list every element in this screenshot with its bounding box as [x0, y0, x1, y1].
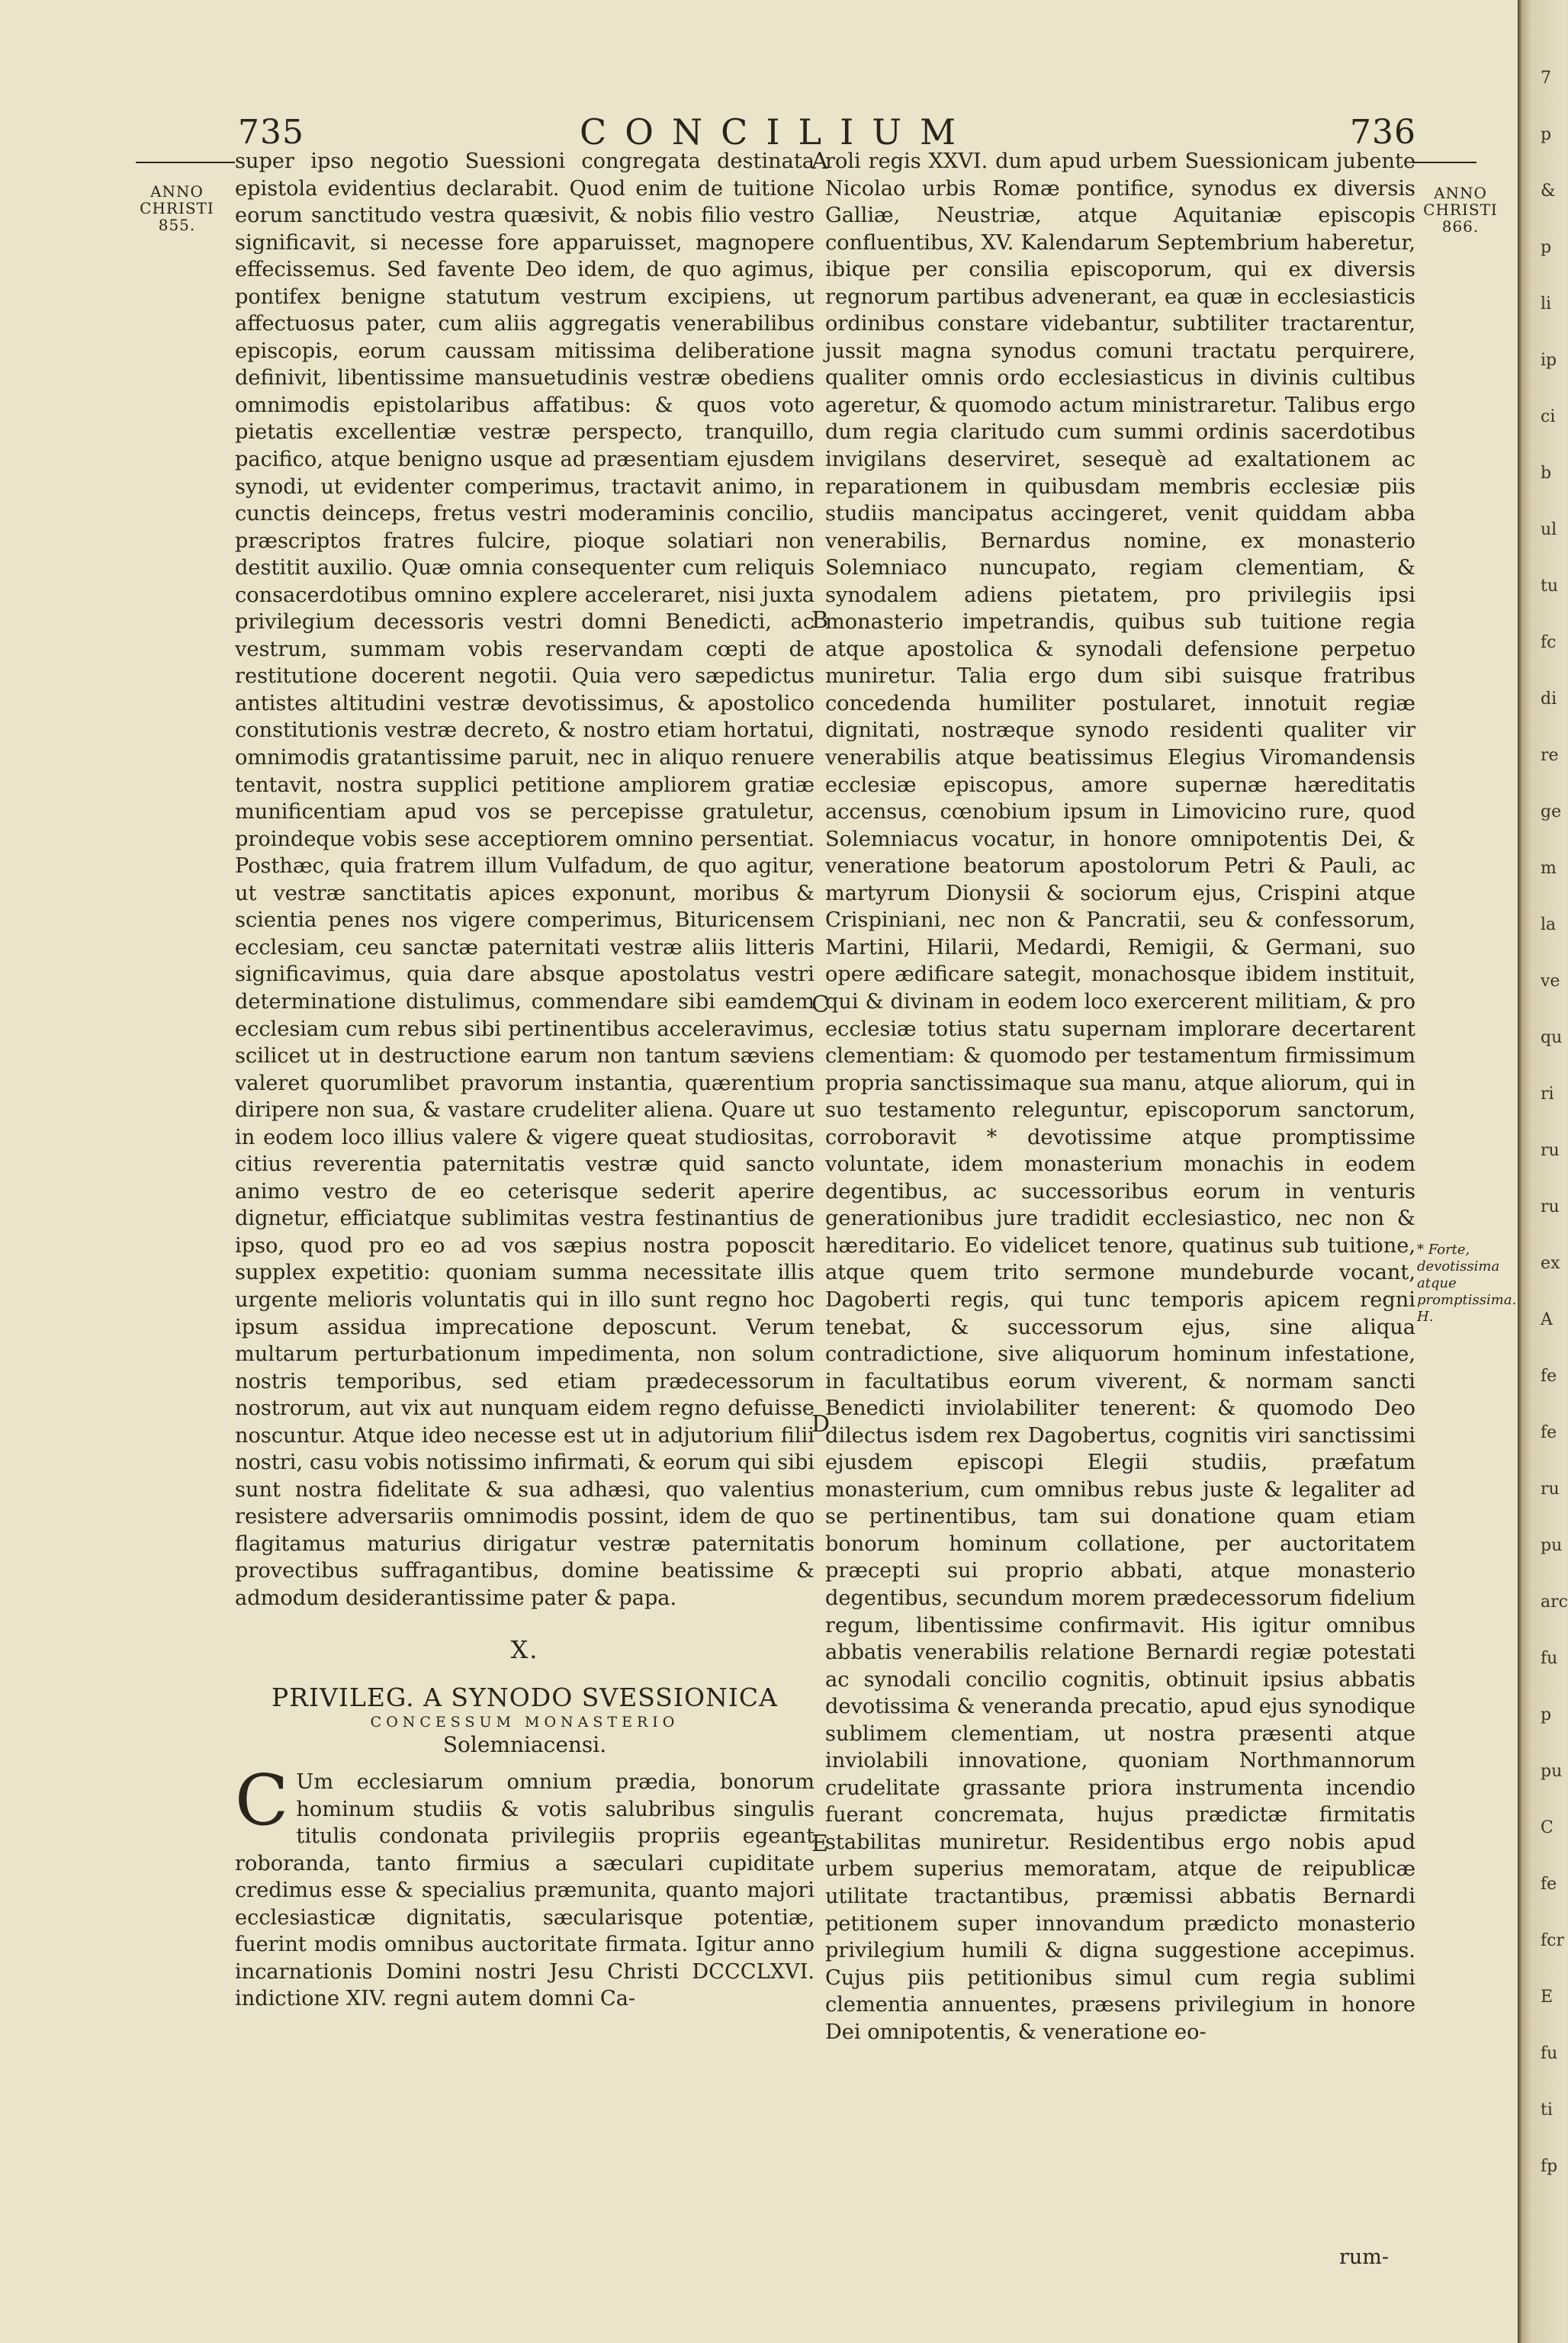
next-page-fragment: 7 [1541, 69, 1551, 88]
next-page-fragment: pu [1541, 1762, 1563, 1781]
catchword: rum- [1339, 2245, 1390, 2269]
next-page-fragment: p [1541, 125, 1552, 144]
next-page-fragment: C [1541, 1818, 1554, 1837]
next-page-fragment: & [1541, 182, 1556, 201]
next-page-fragment: ru [1541, 1197, 1560, 1216]
section-title: PRIVILEG. A SYNODO SVESSIONICA [271, 1683, 778, 1713]
next-page-fragment: li [1541, 294, 1552, 313]
next-page-fragment: re [1541, 746, 1559, 765]
section-letter-a: A [811, 148, 828, 175]
next-page-fragment: pu [1541, 1536, 1563, 1555]
next-page-fragment: ve [1541, 972, 1560, 991]
next-page-fragment: fe [1541, 1423, 1557, 1442]
next-page-fragment: fu [1541, 2044, 1558, 2063]
left-paragraph-2-text: Um ecclesiarum omnium prædia, bonorum hominum studiis & votis salubribus singulis titulis condonata privilegiis propriis egeant roboranda, tanto firmius a sæculari cupiditate credimus esse & specialius præmunita, quanto majori ecclesiasticæ dignitatis, sæcularisque potentiæ, fuerint modis omnibus auctoritate firmata. Igitur anno incarnationis Domini nostri Jesu Christi DCCCLXVI. indictione XIV. regni autem domni Ca- [235, 1770, 815, 2011]
next-page-edge [1518, 0, 1568, 2343]
next-page-fragment: fcr [1541, 1931, 1564, 1950]
next-page-fragment: p [1541, 238, 1552, 257]
next-page-fragment: p [1541, 1705, 1552, 1724]
right-header-rule [1412, 162, 1476, 163]
left-page-number: 735 [238, 113, 304, 152]
drop-cap: C [235, 1760, 289, 1842]
next-page-fragment: E [1541, 1988, 1554, 2007]
section-letter-e: E [811, 1830, 828, 1857]
section-letter-d: D [811, 1411, 831, 1438]
next-page-fragment: arc [1541, 1593, 1568, 1612]
footnote: * Forte, devotissima atque promptissima. H. [1417, 1242, 1517, 1325]
left-paragraph-2 [235, 1760, 815, 2013]
next-page-fragment: fu [1541, 1649, 1558, 1668]
right-column [825, 148, 1415, 2046]
next-page-fragment: fc [1541, 633, 1557, 652]
right-margin-anno: ANNO CHRISTI 866. [1423, 184, 1498, 236]
left-paragraph-1: super ipso negotio Suessioni congregata destinata epistola evidentius declarabit. Quod enim de tuitione eorum sanctitudo vestra quæsivit, & nobis filio vestro significavit, si necesse fore apparuisset, magnopere effecissemus. Sed favente Deo idem, de quo agimus, pontifex benigne statutum vestrum excipiens, ut affectuosus pater, cum aliis aggregatis venerabilibus episcopis, eorum caussam mitissima deliberatione definivit, libentissime mansuetudinis vestræ obediens omnimodis epistolaribus affatibus: & quos voto pietatis excellentiæ vestræ perspecto, tranquillo, pacifico, atque benigno usque ad præsentiam ejusdem synodi, ut evidenter comperimus, tractavit animo, in cunctis deinceps, fretus vestri moderaminis concilio, præscriptos fratres fulcire, pioque solatiari non destitit auxilio. Quæ omnia consequenter cum reliquis consacerdotibus omnino explere acceleraret, nisi juxta privilegium decessoris vestri domni Benedicti, ac vestrum, summam vobis reservandam cœpti de restitutione docerent negotii. Quia vero sæpedictus antistes altitudini vestræ devotissimus, & apostolico constitutionis vestræ decreto, & nostro etiam hortatui, omnimodis gratantissime paruit, nec in aliquo renuere tentavit, nostra supplici petitione ampliorem gratiæ munificentiam apud vos se percepisse gratuletur, proindeque vobis sese acceptiorem omnino persentiat. Posthæc, quia fratrem illum Vulfadum, de quo agitur, ut vestræ sanctitatis apices exponunt, moribus & scientia penes nos vigere comperimus, Bituricensem ecclesiam, ceu sanctæ paternitati vestræ aliis litteris significavimus, quia dare absque apostolatus vestri determinatione distulimus, commendare sibi eamdem ecclesiam cum rebus sibi pertinentibus acceleravimus, scilicet ut in destructione earum non tantum sæviens valeret quorumlibet pravorum instantia, quærentium diripere non sua, & vastare crudeliter aliena. Quare ut in eodem loco illius valere & vigere queat studiositas, citius reverentia paternitatis vestræ quid sancto animo vestro de eo ceterisque sederit aperire dignetur, efficiatque sublimitas vestra festinantius de ipso, quod pro eo ad vos sæpius nostra poposcit supplex expetitio: quoniam summa necessitate illis urgente melioris voluntatis qui in illo sunt regno hoc ipsum assidua imprecatione deposcunt. Verum multarum perturbationum impedimenta, non solum nostris temporibus, sed etiam prædecessorum nostrorum, aut vix aut nunquam eidem regno defuisse noscuntur. Atque ideo necesse est ut in adjutorium filii nostri, casu vobis notissimo infirmati, & eorum qui sibi sunt nostra fidelitate & sua adhæsi, quo valentius resistere adversariis omnimodis possint, idem de quo flagitamus maturius dirigatur vestræ paternitatis provectibus suffragantibus, domine beatissime & admodum desiderantissime pater & papa. [235, 149, 815, 1610]
section-number: X. [510, 1634, 539, 1664]
section-subtitle: CONCESSUM MONASTERIO [370, 1714, 680, 1731]
next-page-fragment: ru [1541, 1141, 1560, 1160]
next-page-fragment: b [1541, 464, 1552, 483]
running-title: CONCILIUM [580, 111, 975, 153]
next-page-fragment: ul [1541, 520, 1557, 539]
right-page-number: 736 [1350, 113, 1416, 152]
next-page-fragment: fe [1541, 1367, 1557, 1386]
section-letter-c: C [811, 992, 829, 1018]
next-page-fragment: qu [1541, 1028, 1563, 1047]
right-paragraph-1: roli regis XXVI. dum apud urbem Suessionicam jubente Nicolao urbis Romæ pontifice, synodus ex diversis Galliæ, Neustriæ, atque Aquitaniæ episcopis confluentibus, XV. Kalendarum Septembrium haberetur, ibique per consilia episcoporum, qui ex diversis regnorum partibus advenerant, ea quæ in ecclesiasticis ordinibus constare videbantur, subtiliter tractarentur, jussit magna synodus comuni tractatu perquirere, qualiter omnis ordo ecclesiasticus in divinis cultibus ageretur, & quomodo actum ministraretur. Talibus ergo dum regia claritudo cum summi ordinis sacerdotibus invigilans deserviret, sesequè ad exaltationem ac reparationem in quibusdam membris ecclesiæ piis studiis mancipatus accingeret, venit quiddam abba venerabilis, Bernardus nomine, ex monasterio Solemniaco nuncupato, regiam clementiam, & synodalem adiens pietatem, pro privilegiis ipsi monasterio impetrandis, quibus sub tuitione regia atque apostolica & synodali defensione perpetuo muniretur. Talia ergo dum sibi suisque fratribus concedenda humiliter postularet, innotuit regiæ dignitati, nostræque synodo residenti qualiter vir venerabilis atque beatissimus Elegius Viromandensis ecclesiæ episcopus, amore supernæ hæreditatis accensus, cœnobium ipsum in Limovicino rure, quod Solemniacus vocatur, in honore omnipotentis Dei, & veneratione beatorum apostolorum Petri & Pauli, ac martyrum Dionysii & sociorum ejus, Crispini atque Crispiniani, nec non & Pancratii, seu & confessorum, Martini, Hilarii, Medardi, Remigii, & Germani, suo opere ædificare sategit, monachosque ibidem instituit, qui & divinam in eodem loco exercerent militiam, & pro ecclesiæ totius statu supernam implorare decertarent clementiam: & quomodo per testamentum firmissimum propria sanctissimaque sua manu, atque aliorum, qui in suo testamento releguntur, episcoporum sanctorum, corroboravit * devotissime atque promptissime voluntate, idem monasterium monachis in eodem degentibus, ac successoribus eorum in venturis generationibus jure tradidit ecclesiastico, nec non & hæreditario. Eo videlicet tenore, quatinus sub tuitione, atque quem trito sermone mundeburde vocant, Dagoberti regis, qui tunc temporis apicem regni tenebat, & successorum ejus, sine aliqua contradictione, sive aliquorum hominum infestatione, in facultatibus eorum viverent, & normam sancti Benedicti inviolabiliter tenerent: & quomodo Deo dilectus isdem rex Dagobertus, cognitis viri sanctissimi ejusdem episcopi Elegii studiis, præfatum monasterium, cum omnibus rebus juste & legaliter ad se pertinentibus, tam sui donatione quam etiam bonorum hominum collatione, per auctoritatem præcepti sui proprio abbati, atque monasterio degentibus, secundum morem prædecessorum fidelium regum, libentissime confirmavit. His igitur omnibus abbatis venerabilis relatione Bernardi regiæ potestati ac synodali concilio cognitis, obtinuit ipsius abbatis devotissima & veneranda precatio, apud ejus synodique sublimem clementiam, ut nostra præsenti atque inviolabili innovatione, quoniam Northmannorum crudelitate grassante priora instrumenta incendio fuerant concremata, hujus prædictæ firmitatis stabilitas muniretur. Residentibus ergo nobis apud urbem superius memoratam, atque de reipublicæ utilitate tractantibus, præmissi abbatis Bernardi petitionem super innovandum prædicto monasterio privilegium humili & digna suggestione accepimus. Cujus piis petitionibus simul cum regia sublimi clementia annuentes, præsens privilegium in honore Dei omnipotentis, & veneratione eo- [825, 149, 1415, 2044]
next-page-fragment: fp [1541, 2157, 1558, 2176]
next-page-fragment: m [1541, 859, 1557, 878]
next-page-fragment: ge [1541, 802, 1562, 821]
section-letter-b: B [811, 607, 829, 634]
next-page-fragment: ri [1541, 1085, 1554, 1104]
next-page-fragment: fe [1541, 1875, 1557, 1894]
next-page-fragment: A [1541, 1310, 1553, 1329]
section-subtitle-2: Solemniacensi. [442, 1732, 607, 1758]
next-page-fragment: la [1541, 915, 1557, 934]
next-page-fragment: di [1541, 689, 1557, 709]
next-page-fragment: tu [1541, 577, 1559, 596]
left-header-rule [136, 162, 235, 163]
next-page-fragment: ex [1541, 1254, 1560, 1273]
next-page-fragment: ti [1541, 2100, 1553, 2120]
left-margin-anno: ANNO CHRISTI 855. [140, 182, 214, 234]
next-page-fragment: ip [1541, 351, 1557, 370]
left-column [235, 148, 815, 2013]
next-page-fragment: ci [1541, 407, 1556, 426]
next-page-fragment: ru [1541, 1480, 1560, 1499]
